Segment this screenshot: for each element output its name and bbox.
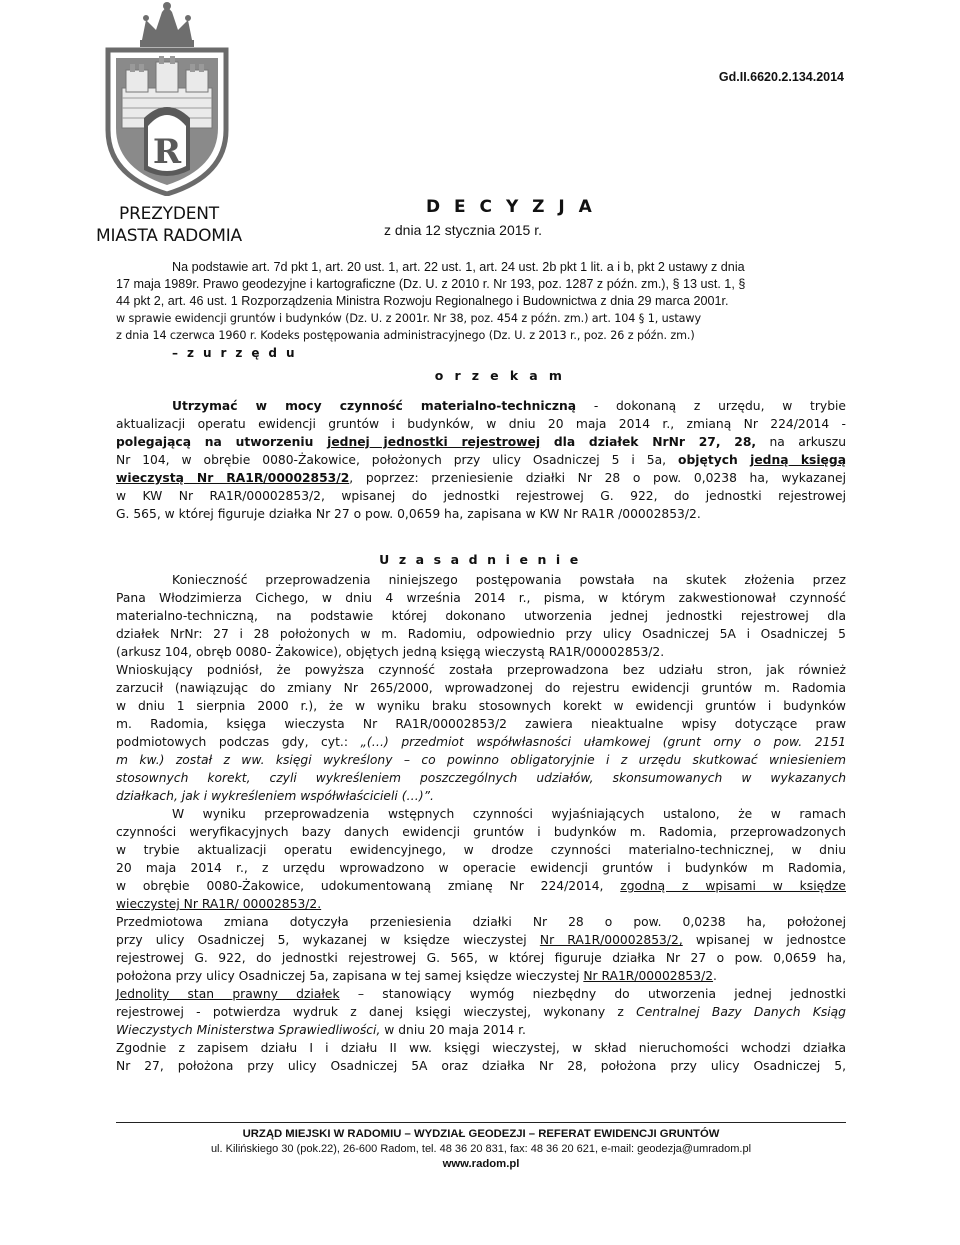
ruling-line xyxy=(172,398,846,416)
legal-basis-line: 44 pkt 2, art. 46 ust. 1 Rozporządzenia Ministra Rozwoju Regionalnego i Budownictwa z dnia 29 marca 2001r. xyxy=(116,294,729,308)
issuing-authority xyxy=(84,203,254,247)
case-number: Gd.II.6620.2.134.2014 xyxy=(718,70,844,84)
justification-text: przy ulicy Osadniczej 5, wykazanej w księdze wieczystej xyxy=(116,933,540,947)
justification-line xyxy=(116,986,846,1004)
underlined-text: Nr RA1R/00002853/2 xyxy=(583,969,714,983)
legal-basis-line: w sprawie ewidencji gruntów i budynków (Dz. U. z 2001r. Nr 38, poz. 454 z późn. zm.) art. 104 § 1, ustawy xyxy=(116,312,701,325)
justification-line: Wnioskujący podniósł, że powyższa czynność została przeprowadzona bez udziału stron, jak również xyxy=(116,663,846,677)
justification-line: działek NrNr: 27 i 28 położonych w m. Radomiu, odpowiednio przy ulicy Osadniczej 5A i Osadniczej 5 xyxy=(116,627,846,641)
footer-divider xyxy=(116,1122,846,1123)
justification-text: w obrębie 0080-Żakowice, udokumentowaną zmianę Nr 224/2014, xyxy=(116,879,621,893)
justification-line: w dniu 1 sierpnia 2000 r.), że w wyniku braku stosownych korekt w ewidencji gruntów i budynków xyxy=(116,699,846,713)
justification-line: Konieczność przeprowadzenia niniejszego postępowania powstała na skutek złożenia przez xyxy=(172,573,846,587)
office-name-line2: MIASTA RADOMIA xyxy=(96,226,242,246)
justification-heading: U z a s a d n i e n i e xyxy=(379,552,581,567)
ruling-line: aktualizacji operatu ewidencji gruntów i budynków, w dniu 20 maja 2014 r., zmianą Nr 224/2014 - xyxy=(116,417,846,431)
ruling-text: Nr 104, w obrębie 0080-Żakowice, położonych przy ulicy Osadniczej 5 i 5a, xyxy=(116,453,679,467)
ruling-emphasis: objętych xyxy=(678,453,751,467)
footer-address: ul. Kilińskiego 30 (pok.22), 26-600 Radom, tel. 48 36 20 831, fax: 48 36 20 621, e-mail: geodezja@umradom.pl xyxy=(210,1143,752,1155)
justification-text: wpisanej w jednostce xyxy=(682,933,846,947)
justification-line: 20 maja 2014 r., z urzędu wprowadzono w operacie ewidencji gruntów i budynków m Radomia, xyxy=(116,861,846,875)
underlined-text: zgodną z wpisami w księdze xyxy=(620,879,846,893)
legal-basis-line: z dnia 14 czerwca 1960 r. Kodeks postępowania administracyjnego (Dz. U. z 2013 r., poz. 26 z późn. zm.) xyxy=(116,329,695,342)
ruling-text: , poprzez: przeniesienie działki Nr 28 o pow. 0,0238 ha, wykazanej xyxy=(349,471,846,485)
quotation-line: stosownych korekt, czyli wykreśleniem poszczególnych udziałów, skonsumowanych w wykazanych xyxy=(116,771,846,785)
quotation-line: działkach, jak i wykreśleniem współwłaścicieli (…)”. xyxy=(116,789,434,803)
ruling-underlined: wieczystą Nr RA1R/00002853/2 xyxy=(116,471,350,485)
underlined-text: Nr RA1R/00002853/2, xyxy=(539,933,683,947)
justification-line: m. Radomia, księga wieczysta Nr RA1R/00002853/2 zawiera nieaktualne wpisy dotyczące praw xyxy=(116,717,846,731)
crest-letter: R xyxy=(152,132,182,172)
ruling-emphasis: dla działek NrNr 27, 28, xyxy=(540,435,757,449)
justification-line xyxy=(116,932,846,950)
legal-basis-line: Na podstawie art. 7d pkt 1, art. 20 ust. 1, art. 22 ust. 1, art. 24 ust. 2b pkt 1 lit. a i b, pkt 2 ustawy z dnia xyxy=(172,260,745,274)
justification-line xyxy=(116,1004,846,1022)
ruling-underlined: jednej jednostki rejestrowej xyxy=(327,435,541,449)
justification-line: rejestrowej G. 922, do jednostki rejestrowej G. 565, w której figuruje działka Nr 27 o pow. 0,0659 ha, xyxy=(116,951,846,965)
city-crest-logo xyxy=(100,0,234,196)
ruling-line: w KW Nr RA1R/00002853/2, wpisanej do jednostki rejestrowej G. 922, do jednostki rejestrowej xyxy=(116,489,846,503)
ruling-emphasis: Utrzymać w mocy czynność materialno-techniczną xyxy=(172,399,577,413)
quotation-text: „(…) przedmiot współwłasności ułamkowej (grunt orny o pow. 2151 xyxy=(360,735,846,749)
underlined-text: wieczystej Nr RA1R/ 00002853/2. xyxy=(116,897,322,911)
ruling-text: - dokonaną z urzędu, w trybie xyxy=(576,399,846,413)
justification-line: Nr 27, położona przy ulicy Osadniczej 5A oraz działka Nr 28, położona przy ulicy Osadniczej 5, xyxy=(116,1059,846,1073)
justification-text: położona przy ulicy Osadniczej 5a, zapisana w tej samej księdze wieczystej xyxy=(116,969,584,983)
justification-line xyxy=(116,734,846,752)
justification-line xyxy=(116,968,846,986)
ruling-line xyxy=(116,470,846,488)
justification-text: . xyxy=(713,969,717,983)
justification-line xyxy=(116,1022,846,1040)
quotation-line: m kw.) został z ww. księgi wykreślony – co powinno obligatoryjnie i z urzędu skutkować wniesieniem xyxy=(116,753,846,767)
justification-line xyxy=(116,878,846,896)
footer-website-link[interactable]: www.radom.pl xyxy=(442,1158,520,1170)
justification-line: materialno-techniczną, na podstawie której dokonano utworzenia jednej jednostki rejestrowej dla xyxy=(116,609,846,623)
justification-line: (arkusz 104, obręb 0080- Żakowice), objętych jedną księgą wieczystą RA1R/00002853/2. xyxy=(116,645,665,659)
footer-office: URZĄD MIEJSKI W RADOMIU – WYDZIAŁ GEODEZJI – REFERAT EWIDENCJI GRUNTÓW xyxy=(242,1128,720,1140)
office-name-line1: PREZYDENT xyxy=(119,204,219,224)
ruling-text: na arkuszu xyxy=(756,435,846,449)
ex-officio-label: – z u r z ę d u xyxy=(172,346,297,360)
ruling-heading: o r z e k a m xyxy=(434,368,566,383)
ruling-line: G. 565, w której figuruje działka Nr 27 o pow. 0,0659 ha, zapisana w KW Nr RA1R /00002853/2. xyxy=(116,507,701,521)
justification-line: Pana Włodzimierza Cichego, w dniu 4 września 2014 r., pisma, w którym zakwestionował czynność xyxy=(116,591,846,605)
ruling-line xyxy=(116,434,846,452)
italic-text: Centralnej Bazy Danych Ksiąg xyxy=(636,1005,846,1019)
justification-line: W wyniku przeprowadzenia wstępnych czynności wyjaśniających ustalono, że w ramach xyxy=(172,807,846,821)
justification-line: Przedmiotowa zmiana dotyczyła przeniesienia działki Nr 28 o pow. 0,0238 ha, położonej xyxy=(116,915,846,929)
legal-basis-line: 17 maja 1989r. Prawo geodezyjne i kartograficzne (Dz. U. z 2010 r. Nr 193, poz. 1287 z późn. zm.), § 13 ust. 1, § xyxy=(116,277,746,291)
justification-text: rejestrowej - potwierdza wydruk z danej księgi wieczystej, wykonany z xyxy=(116,1005,637,1019)
justification-text: w dniu 20 maja 2014 r. xyxy=(380,1023,526,1037)
justification-text: podmiotowych podczas gdy, cyt.: xyxy=(116,735,361,749)
justification-line: w trybie aktualizacji operatu ewidencyjnego, w drodze czynności materialno-technicznej, w dniu xyxy=(116,843,846,857)
decision-date: z dnia 12 stycznia 2015 r. xyxy=(384,222,542,238)
italic-text: Wieczystych Ministerstwa Sprawiedliwości, xyxy=(116,1023,381,1037)
justification-line: Zgodnie z zapisem działu I i działu II ww. księgi wieczystej, w skład nieruchomości wchodzi działka xyxy=(116,1041,846,1055)
decision-title: D E C Y Z J A xyxy=(426,197,596,217)
justification-line: czynności weryfikacyjnych bazy danych ewidencji gruntów i budynków m. Radomia, przeprowadzonych xyxy=(116,825,846,839)
justification-line xyxy=(116,896,846,914)
underlined-text: Jednolity stan prawny działek xyxy=(116,987,340,1001)
ruling-emphasis: polegającą na utworzeniu xyxy=(116,435,328,449)
justification-line: zarzucił (nawiązując do zmiany Nr 265/2000, wprowadzonej do rejestru ewidencji gruntów m. Radomia xyxy=(116,681,846,695)
justification-text: – stanowiący wymóg niezbędny do utworzenia jednej jednostki xyxy=(339,987,847,1001)
ruling-line xyxy=(116,452,846,470)
ruling-underlined: jedną księgą xyxy=(750,453,846,467)
